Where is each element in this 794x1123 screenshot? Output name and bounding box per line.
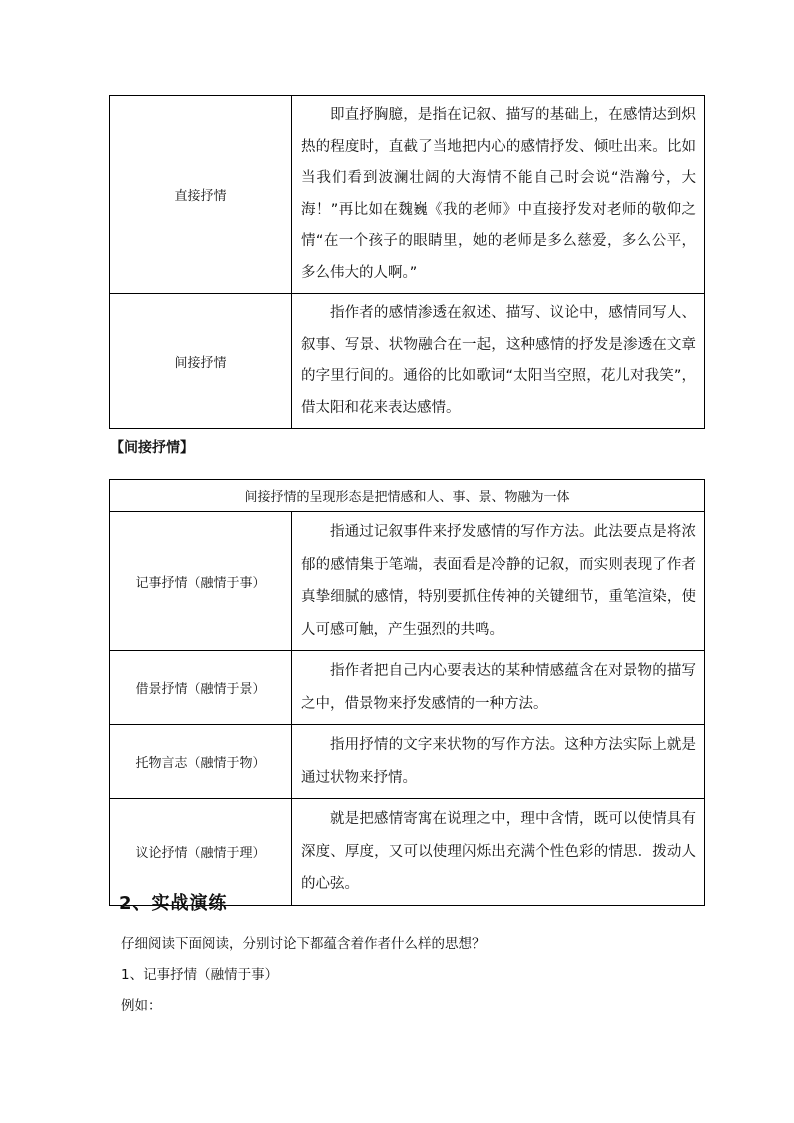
row-text: 就是把感情寄寓在说理之中，理中含情，既可以使情具有深度、厚度，又可以使理闪烁出充满个性色彩的情思．拨动人的心弦。 bbox=[292, 799, 705, 906]
table-row bbox=[110, 96, 705, 294]
row-label: 直接抒情 bbox=[110, 96, 292, 294]
table-header: 间接抒情的呈现形态是把情感和人、事、景、物融为一体 bbox=[110, 480, 705, 512]
row-text: 指用抒情的文字来状物的写作方法。这种方法实际上就是通过状物来抒情。 bbox=[292, 725, 705, 799]
indirect-lyric-table bbox=[109, 479, 705, 906]
row-text: 指作者把自己内心要表达的某种情感蕴含在对景物的描写之中，借景物来抒发感情的一种方法。 bbox=[292, 651, 705, 725]
practice-item-1: 1、记事抒情（融情于事） bbox=[121, 967, 279, 983]
example-label: 例如： bbox=[121, 998, 162, 1014]
lyric-methods-table bbox=[109, 95, 705, 429]
row-label: 记事抒情（融情于事） bbox=[110, 512, 292, 651]
practice-title: 2、实战演练 bbox=[119, 893, 228, 914]
practice-instruction: 仔细阅读下面阅读，分别讨论下都蕴含着作者什么样的思想？ bbox=[121, 936, 486, 952]
section-heading: 【间接抒情】 bbox=[110, 440, 194, 456]
table-row bbox=[110, 651, 705, 725]
row-text: 指通过记叙事件来抒发感情的写作方法。此法要点是将浓郁的感情集于笔端，表面看是冷静的记叙，而实则表现了作者真挚细腻的感情，特别要抓住传神的关键细节，重笔渲染，使人可感可触，产生强烈的共鸣。 bbox=[292, 512, 705, 651]
table-row bbox=[110, 725, 705, 799]
table-header-row bbox=[110, 480, 705, 512]
table-row bbox=[110, 294, 705, 429]
row-label: 间接抒情 bbox=[110, 294, 292, 429]
row-text: 即直抒胸臆，是指在记叙、描写的基础上，在感情达到炽热的程度时，直截了当地把内心的感情抒发、倾吐出来。比如当我们看到波澜壮阔的大海情不能自己时会说“浩瀚兮，大海！”再比如在魏巍《我的老师》中直接抒发对老师的敬仰之情“在一个孩子的眼睛里，她的老师是多么慈爱，多么公平，多么伟大的人啊。” bbox=[292, 96, 705, 294]
row-label: 借景抒情（融情于景） bbox=[110, 651, 292, 725]
row-label: 议论抒情（融情于理） bbox=[110, 799, 292, 906]
table-row bbox=[110, 512, 705, 651]
row-text: 指作者的感情渗透在叙述、描写、议论中，感情同写人、叙事、写景、状物融合在一起，这种感情的抒发是渗透在文章的字里行间的。通俗的比如歌词“太阳当空照，花儿对我笑”，借太阳和花来表达感情。 bbox=[292, 294, 705, 429]
row-label: 托物言志（融情于物） bbox=[110, 725, 292, 799]
